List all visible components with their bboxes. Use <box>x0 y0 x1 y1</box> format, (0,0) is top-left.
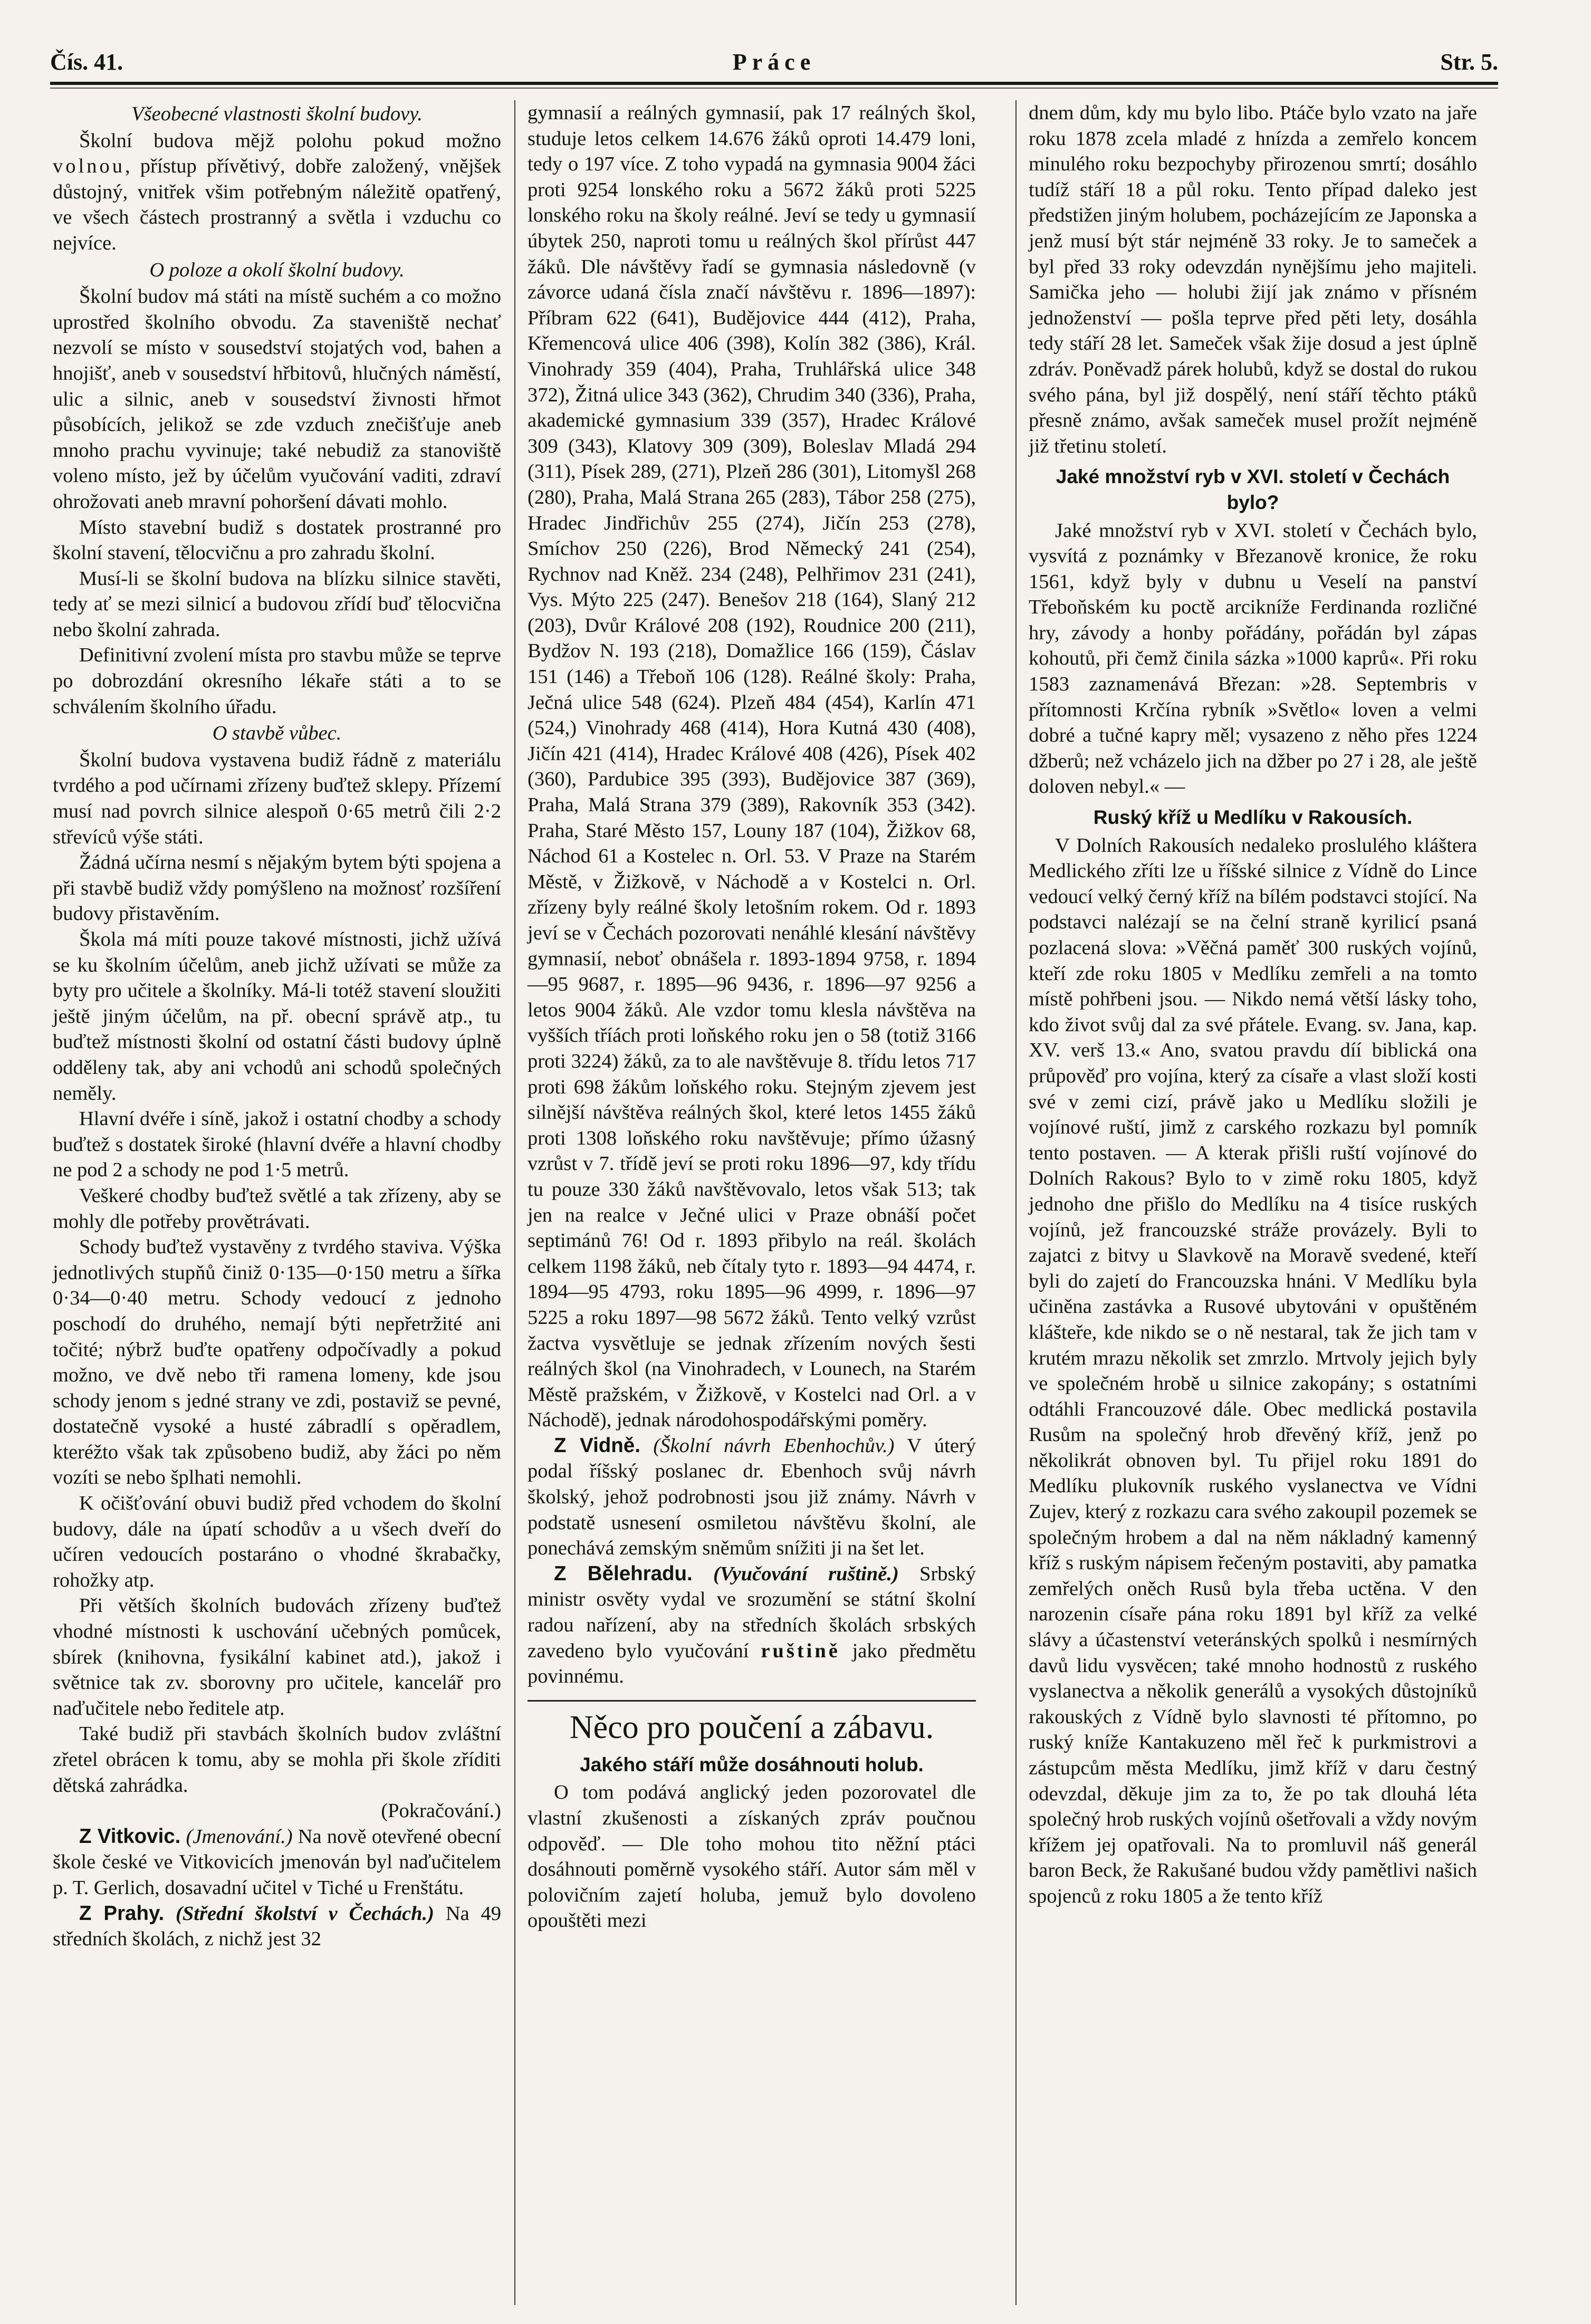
news-item-belehrad: Z Bělehradu. (Vyučování ruštině.) Srbský ministr osvěty vydal ve srozumění se státní školní radou nařízení, aby na středních školách srbských zavedeno bylo vyučování ruštině jako předmětu povinnému. <box>528 1562 976 1688</box>
paragraph: Škola má míti pouze takové místnosti, jichž užívá se ku školním účelům, aneb jichž užívati se může za byty pro učitele a školníky. Má-li totéž stavení sloužiti ještě jiným účelům, na př. obecní správě atp., tu buďtež místnosti školní od ostatní části budovy úplně odděleny tak, aby ani vchodů ani schodů společných neměly. <box>53 928 501 1105</box>
paragraph: V Dolních Rakousích nedaleko proslulého kláštera Medlického zříti lze u říšské silnice z Vídně do Lince vedoucí velký černý kříž na bílém podstavci stojící. Na podstavci nalézají se na čelní straně kyrilicí psaná pozlacená slova: »Věčná paměť 300 ruských vojínů, kteří zde roku 1805 v Medlíku zemřeli a na tomto místě pohřbeni jsou. — Nikdo nemá větší lásky toho, kdo život svůj dal za své přátele. Evang. sv. Jana, kap. XV. verš 13.« Ano, svatou pravdu díí biblická ona průpověď pro vojína, který za císaře a vlast složí kosti své v zemi cizí, právě jako u Medlíku složili je vojínové ruští, jimž z carského rozkazu byl pomník tento postaven. — A kterak přišli ruští vojínové do Dolních Rakous? Bylo to v zimě roku 1805, když jednoho dne přišlo do Medlíku na 4 tisíce ruských vojínů, jež francouzské stráže provázely. Byli to zajatci z bitvy u Slavkově na Moravě svedené, kteří byli do zajetí do Francouzska hnáni. V Medlíku byla učiněna zastávka a Rusové ubytováni v opuštěném klášteře, kde nikdo se o ně nestaral, tak že jich tam v krutém mrazu několik set zmrzlo. Mrtvoly jejich byly ve společném hrobě u silnice zakopány; s ostatními odtáhli Francouzové dále. Obec medlická postavila Rusům na společný hrob dřevěný kříž, jenž po několikrát obnoven byl. Tu přijel roku 1891 do Medlíku plukovník ruského vyslanectva ve Vídni Zujev, který z rozkazu cara svého zakoupil pozemek se společným hrobem a dal na něm nákladný kamenný kříž s ruským nápisem řečeným postaviti, aby pamatka zemřelých oněch Rusů byla třeba uctěna. V den narozenin císaře pána roku 1891 byl kříž za velké slávy a účastenství veteránských spolků i nesmírných davů lidu vysvěcen; také mnoho hodnostů z ruského vyslanectva a několik generálů a vysokých důstojníků rakouských z Vídně bylo slavnosti té přítomno, po ruský kníže Kantakuzeno měl řeč k purkmistrovi a zástupcům města Medlíku, jimž kříž v daru čestný odevzdal, děkuje jim za to, že po tak dlouhá léta společný hrob ruských vojínů ošetřovali a vždy novým křížem jej opatřovali. Na to promluvil náš generál baron Beck, že Rakušané budou vždy pamětlivi našich spojenců z roku 1805 a že tento kříž <box>1029 834 1477 1907</box>
column-1 <box>53 100 501 1952</box>
continuation-note: (Pokračování.) <box>381 1800 501 1822</box>
paragraph: Jaké množství ryb v XVI. století v Čechách bylo, vysvítá z poznámky v Březanově kronice, že roku 1561, když byly v dubnu u Veselí na panství Třeboňském ku poctě arcikníže Ferdinanda rozličné hry, závody a honby pořádány, pořádán byl zápas kohoutů, při čemž činila sázka »1000 kaprů«. Při roku 1583 zaznamenává Březan: »28. Septembris v přítomnosti Krčína rybník »Světlo« loven a velmi dobré a tučné kapry měl; vysazeno z něho přes 1224 džberů; než vcházelo jich na džber po 27 i 28, ale ještě doloven nebyl.« — <box>1029 519 1477 798</box>
paragraph: Musí-li se školní budova na blízku silnice stavěti, tedy ať se mezi silnicí a budovou zřídí buď tělocvična nebo školní zahrada. <box>53 567 501 641</box>
page-header <box>50 49 1498 85</box>
news-item-praha: Z Prahy. (Střední školství v Čechách.) Na 49 středních školách, z nichž jest 32 <box>53 1902 502 1951</box>
paragraph: Místo stavební budiž s dostatek prostranné pro školní stavení, tělocvičnu a pro zahradu školní. <box>53 516 501 564</box>
subheading-properties: Všeobecné vlastnosti školní budovy. <box>131 103 423 125</box>
paragraph: Také budiž při stavbách školních budov zvláštní zřetel obrácen k tomu, aby se mohla při škole zříditi dětská zahrádka. <box>53 1723 501 1797</box>
section-heading: Něco pro poučení a zábavu. <box>528 1700 976 1747</box>
page-number: Str. 5. <box>1440 49 1498 75</box>
paragraph: dnem dům, kdy mu bylo libo. Ptáče bylo vzato na jaře roku 1878 zcela mladé z hnízda a zemřelo koncem minulého roku bezpochyby přirozenou smrtí; dosáhlo tudíž stáří 18 a půl roku. Tento případ daleko jest předstižen jiným holubem, pocházejícím ze Japonska a jenž musí být stár nejméně 33 roky. Je to sameček a byl před 33 roky odevzdán nynějšímu jeho majiteli. Samička jeho — holubi žijí jak známo v přísném jednoženství — pošla teprve před pěti lety, dosáhla tedy stáří 28 let. Sameček však žije dosud a jest úplně zdráv. Poněvadž párek holubů, když se dostal do rukou svého pána, byl již dospělý, není stáří těchto ptáků přesně známo, avšak sameček musel prožít nejméně již třetinu století. <box>1029 102 1477 457</box>
article-heading-fish: Jaké množství ryb v XVI. století v Čechách bylo? <box>1056 466 1450 513</box>
paragraph: Veškeré chodby buďtež světlé a tak zřízeny, aby se mohly dle potřeby provětrávati. <box>53 1184 501 1233</box>
news-item-vitkovice: Z Vitkovic. (Jmenování.) Na nově otevřené obecní škole české ve Vitkovicích jmenován byl naďučitelem p. T. Gerlich, dosavadní učitel v Tiché u Frenštátu. <box>53 1824 501 1899</box>
paragraph: Schody buďtež vystavěny z tvrdého staviva. Výška jednotlivých stupňů činiž 0·135—0·150 metru a šířka 0·34—0·40 metru. Schody vedoucí z jednoho poschodí do druhého, nemají býti nepřetržité ani točité; nýbrž buďte opatřeny odpočívadly a pokud možno, ve dvě nebo tři ramena lomeny, kde jsou schody jenom s jedné strany ve zdi, postaviž se pevné, dostatečně vysoké a husté zábradlí s opěradlem, kteréžto však tak způsobeno budiž, aby žáci po něm vozíti se nebo šplhati nemohli. <box>53 1236 501 1489</box>
header-rule-thin <box>50 88 1498 89</box>
paragraph: Hlavní dvéře i síně, jakož i ostatní chodby a schody buďtež s dostatek široké (hlavní dvéře a hlavní chodby ne pod 2 a schody ne pod 1·5 metrů. <box>53 1108 501 1182</box>
paragraph: Školní budova vystavena budiž řádně z materiálu tvrdého a pod učírnami zřízeny buďtež sklepy. Přízemí musí nad povrch silnice alespoň 0·65 metrů čili 2·2 střevíců výše státi. <box>53 748 501 848</box>
column-separator-2 <box>1015 100 1017 2305</box>
paragraph-schools-statistics: gymnasií a reálných gymnasií, pak 17 reálných škol, studuje letos celkem 14.676 žáků oproti 14.479 loni, tedy o 197 více. Z toho vypadá na gymnasia 9004 žáci proti 9254 lonského roku a 5672 žáků proti 5225 lonského roku na školy reálné. Jeví se tedy u gymnasií úbytek 250, naproti tomu u reálných škol přírůst 447 žáků. Dle návštěvy řadí se gymnasia následovně (v závorce udaná čísla značí návštěvu r. 1896—1897): Příbram 622 (641), Budějovice 444 (412), Praha, Křemencová ulice 406 (398), Kolín 382 (386), Král. Vinohrady 359 (404), Praha, Truhlářská ulice 348 372), Žitná ulice 343 (362), Chrudim 340 (336), Praha, akademické gymnasium 339 (357), Hradec Králové 309 (343), Klatovy 309 (309), Boleslav Mladá 294 (311), Písek 289, (271), Plzeň 286 (301), Litomyšl 268 (280), Praha, Malá Strana 265 (283), Tábor 258 (275), Hradec Jindřichův 255 (274), Jičín 253 (278), Smíchov 250 (226), Brod Německý 241 (254), Rychnov nad Kněž. 234 (248), Pelhřimov 231 (241), Vys. Mýto 225 (247). Benešov 218 (164), Slaný 212 (203), Dvůr Králové 208 (192), Roudnice 200 (211), Bydžov N. 193 (218), Domažlice 166 (159), Čáslav 151 (146) a Třeboň 106 (128). Reálné školy: Praha, Ječná ulice 548 (624). Plzeň 484 (454), Karlín 471 (524,) Vinohrady 468 (414), Hora Kutná 430 (408), Jičín 421 (414), Hradec Králové 408 (426), Písek 402 (360), Pardubice 395 (393), Budějovice 387 (369), Praha, Malá Strana 379 (389), Rakovník 353 (342). Praha, Staré Město 157, Louny 187 (104), Žižkov 68, Náchod 61 a Kostelec n. Orl. 53. V Praze na Starém Městě, v Žižkově, v Náchodě a v Kostelci n. Orl. zřízeny byly reálné školy letošním rokem. Od r. 1893 jeví se v Čechách pozorovati nenáhlé klesání návštěvy gymnasií, neboť obnášela r. 1893-1894 9758, r. 1894—95 9687, r. 1895—96 9436, r. 1896—97 9256 a letos 9004 žáků. Ale vzdor tomu klesla návštěva na vyšších tříách proti loňského roku jen o 58 (totiž 3166 proti 3224) žáků, za to ale navštěvuje 8. třídu letos 717 proti 698 žákům loňského roku. Stejným zjevem jest silnější návštěva reálných škol, které letos 1455 žáků proti 1308 loňského roku navštěvuje; přímo úžasný vzrůst v 7. třídě jeví se proti roku 1896—97, kdy třídu tu pouze 330 žáků navštěvovalo, letos však 513; tak jen na realce v Ječné ulici v Praze obnáší počet septimánů 76! Od r. 1893 přibylo na reál. školách celkem 1198 žáků, neb čítaly tyto r. 1893—94 4474, r. 1894—95 4793, roku 1895—96 4999, r. 1896—97 5225 a roku 1897—98 5672 žáků. Tento velký vzrůst žactva vysvětluje se jednak zřízením nových šesti reálných škol (na Vinohradech, v Lounech, na Starém Městě pražském, v Žižkově, v Kostelci nad Orl. a v Náchodě), jednak národohospodářskými poměry. <box>528 102 976 1432</box>
subheading-building: O stavbě vůbec. <box>212 722 342 745</box>
article-heading-cross: Ruský kříž u Medlíku v Rakousích. <box>1093 806 1413 829</box>
news-item-viden: Z Vidně. (Školní návrh Ebenhochův.) V úterý podal říšský poslanec dr. Ebenhoch svůj návrh školský, jehož podrobnosti jsou již známy. Návrh v podstatě usnesení osmiletou návštěvu školní, ale ponechává zemským sněmům snížiti ji na šet let. <box>528 1434 976 1560</box>
article-heading-doves: Jakého stáří může dosáhnouti holub. <box>580 1753 924 1775</box>
column-3 <box>1029 100 1477 1909</box>
column-separator-1 <box>514 100 515 2305</box>
column-2 <box>528 100 976 1934</box>
header-rule <box>50 82 1498 85</box>
paragraph: Při větších školních budovách zřízeny buďtež vhodné místnosti k uschování učebných pomůcek, sbírek (knihovna, fysikální kabinet atd.), jakož i světnice tak zv. sborovny pro učitele, kancelář pro naďučitele nebo ředitele atp. <box>53 1595 501 1720</box>
issue-number: Čís. 41. <box>50 49 123 75</box>
paragraph: Školní budov má státi na místě suchém a co možno uprostřed školního obvodu. Za staveniště nechať nezvolí se místo v sousedství stojatých vod, bahen a hnojišť, aneb v sousedství hřbitovů, hlučných náměstí, ulic a silnic, aneb v sousedství živnosti hřmot působících, jelikož se zde vzduch znečišťuje aneb mnoho prachu vyvinuje; také nebudiž za stanoviště voleno místo, jež by účelům vyučování vaditi, zdraví ohrožovati aneb mravní pohoršení dávati mohlo. <box>53 285 501 513</box>
paragraph: Definitivní zvolení místa pro stavbu může se teprve po dobrozdání okresního lékaře státi a to se schválením školního úřadu. <box>53 644 501 718</box>
paragraph: K očišťování obuvi budiž před vchodem do školní budovy, dále na úpatí schodův a u všech dveří do učíren vedoucích postaráno o vhodné škrabačky, rohožky atp. <box>53 1492 501 1591</box>
subheading-location: O poloze a okolí školní budovy. <box>149 258 405 281</box>
newspaper-title: Práce <box>732 49 816 75</box>
paragraph: O tom podává anglický jeden pozorovatel dle vlastní zkušenosti a získaných zpráv poučnou odpověď. — Dle toho mohou tito něžní ptáci dosáhnouti poměrně vysokého stáří. Autor sám měl v polovičním zajetí holuba, jemuž bylo dovoleno opouštěti mezi <box>528 1781 976 1932</box>
paragraph: Školní budova mějž polohu pokud možno volnou, přístup přívětivý, dobře založený, vnějšek důstojný, vnitřek všim potřebným náležitě opatřený, ve všech částech prostranný a světla i vzduchu co nejvíce. <box>53 129 501 254</box>
paragraph: Žádná učírna nesmí s nějakým bytem býti spojena a při stavbě budiž vždy pomýšleno na možnosť rozšíření budovy přistavěním. <box>53 851 501 925</box>
